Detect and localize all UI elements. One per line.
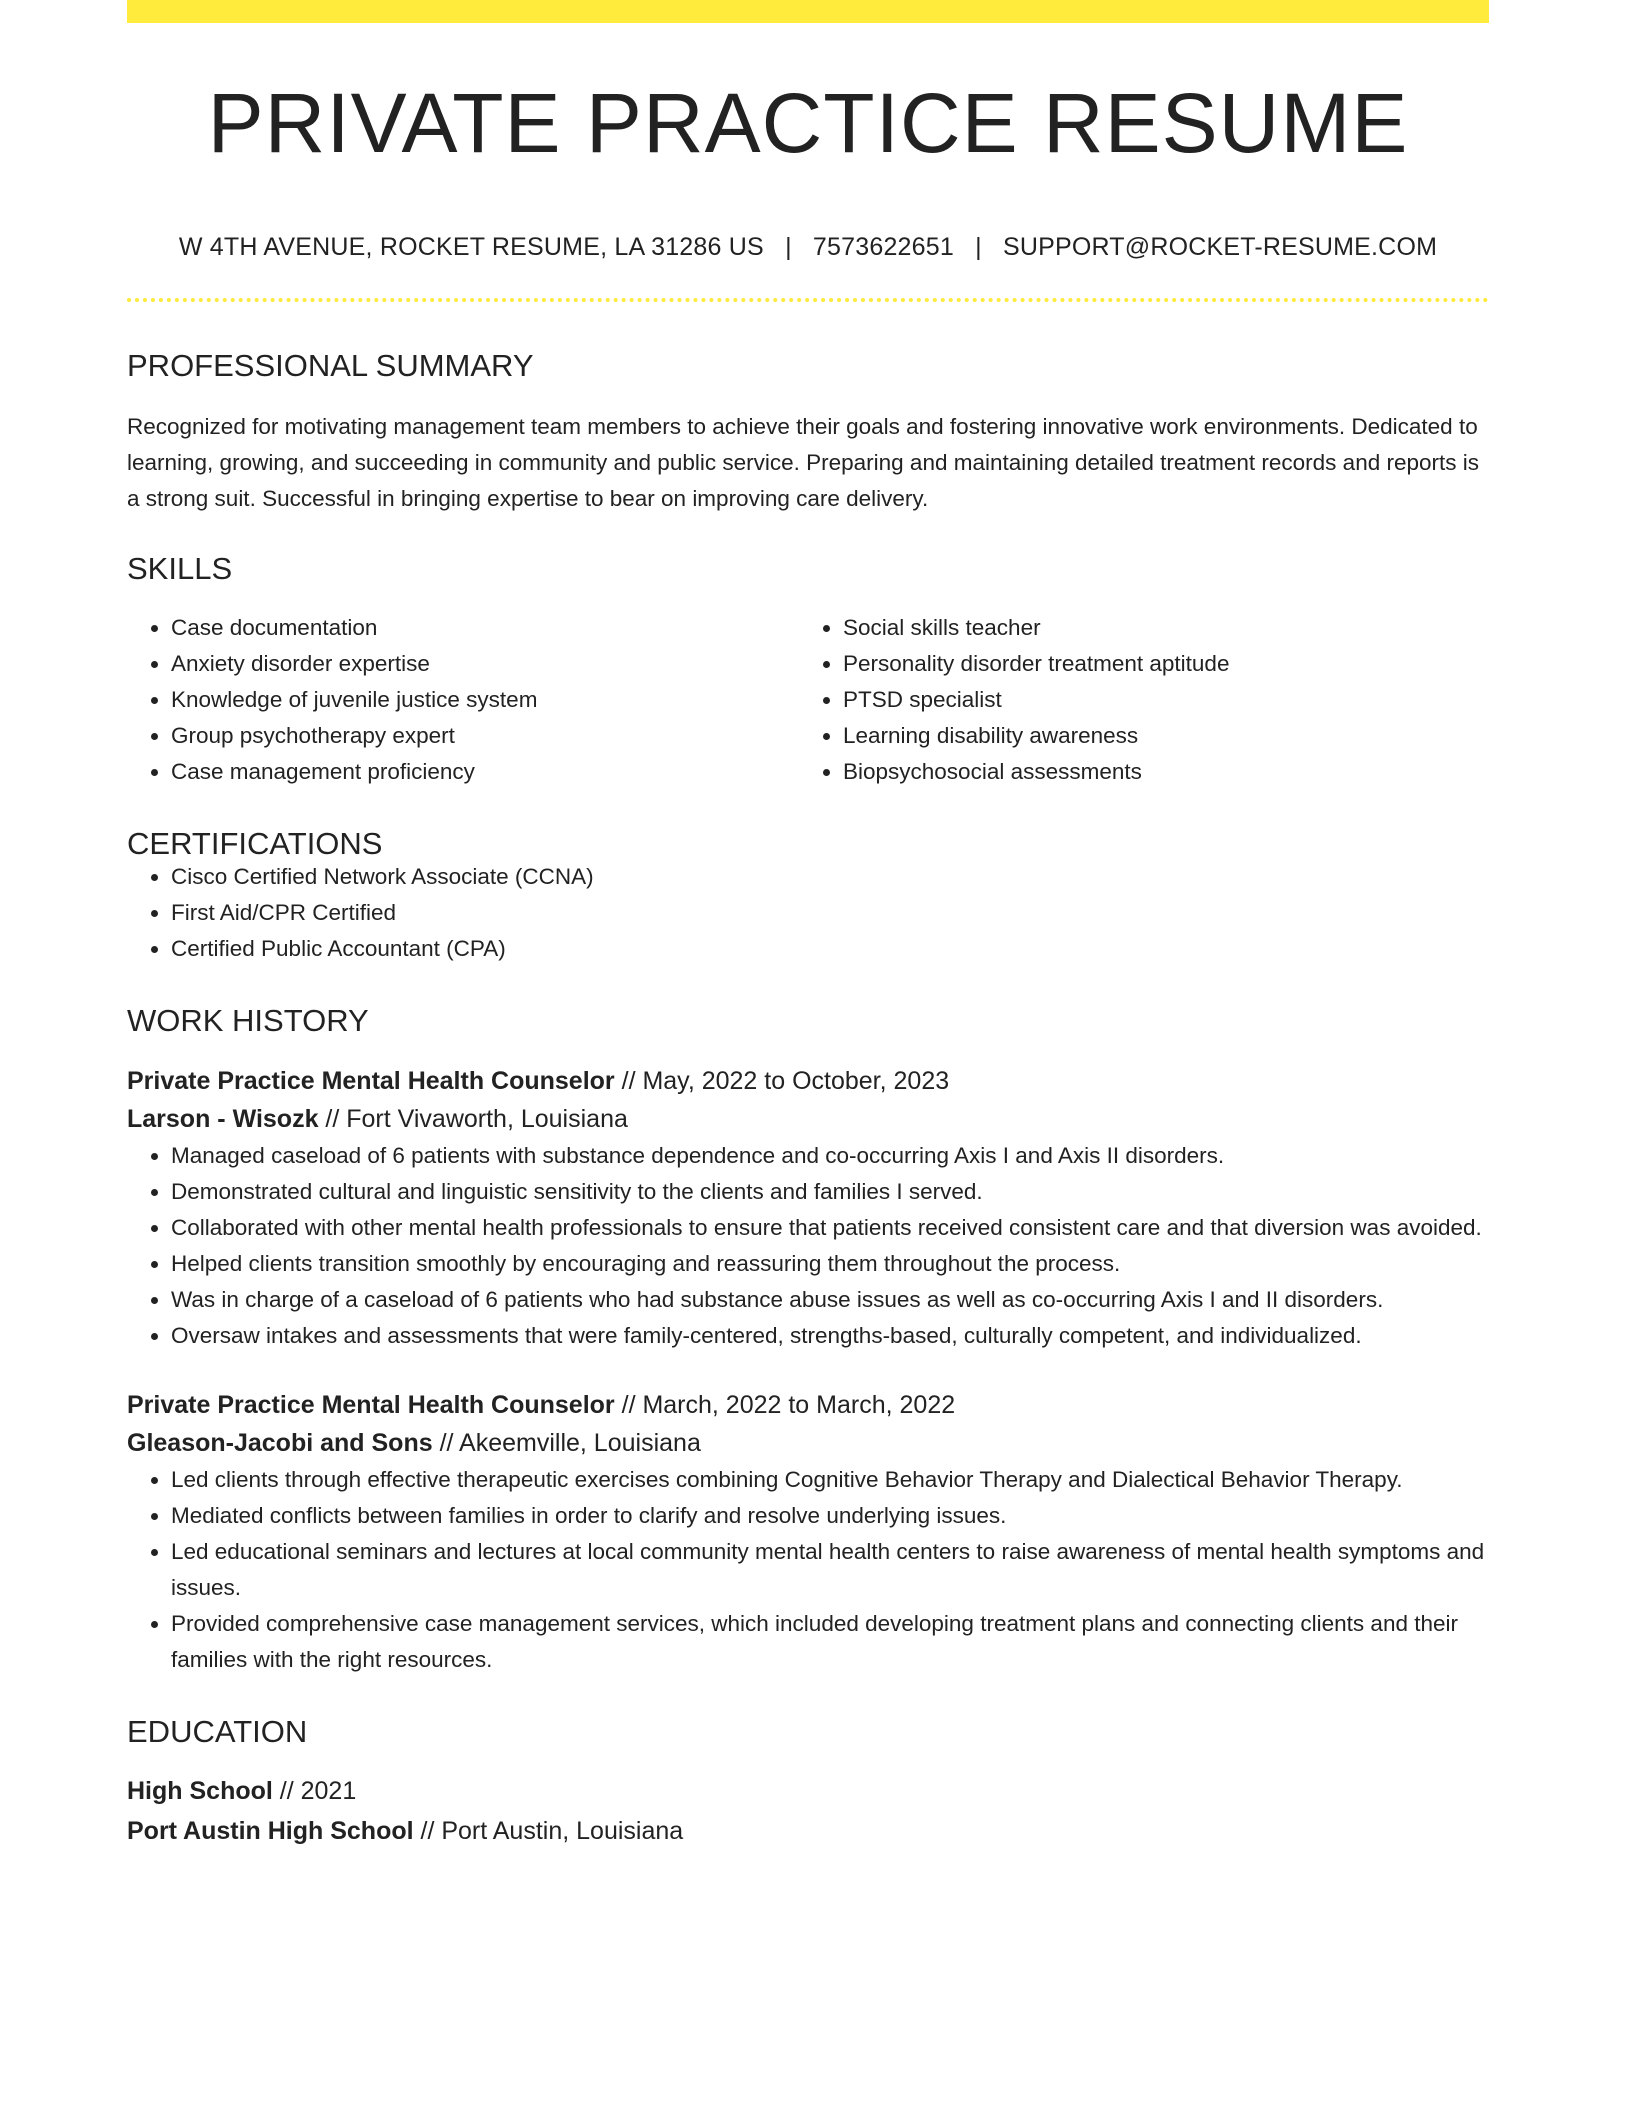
education-degree-line (127, 1771, 1489, 1811)
resume-title: PRIVATE PRACTICE RESUME (207, 76, 1409, 170)
education-degree: High School (127, 1777, 273, 1805)
skills-column-right (799, 610, 1471, 790)
contact-email: SUPPORT@ROCKET-RESUME.COM (1002, 233, 1438, 261)
contact-line (127, 233, 1489, 262)
certifications-list (127, 859, 1489, 967)
summary-heading: PROFESSIONAL SUMMARY (127, 348, 534, 383)
job-duty-item: • Oversaw intakes and assessments that were family-centered, strengths-based, culturally competent, and individualized. (171, 1318, 1489, 1354)
summary-text: Recognized for motivating management team members to achieve their goals and fostering innovative work environments. Dedicated to learning, growing, and succeeding in community and public service. Preparing and maintaining detailed treatment records and reports is a strong suit. Successful in bringing expertise to bear on improving care delivery. (127, 414, 1479, 511)
job-title: Private Practice Mental Health Counselor (127, 1067, 615, 1095)
skill-item: • Case documentation (171, 610, 799, 646)
job-location: // Akeemville, Louisiana (432, 1429, 701, 1457)
skill-item: • Case management proficiency (171, 754, 799, 790)
skills-list-left (127, 610, 799, 790)
skill-item: • Biopsychosocial assessments (843, 754, 1471, 790)
job-company: Gleason-Jacobi and Sons (127, 1429, 433, 1457)
certification-item: • Certified Public Accountant (CPA) (171, 931, 1489, 967)
education-location: // Port Austin, Louisiana (413, 1817, 684, 1845)
job-duty-item: • Was in charge of a caseload of 6 patients who had substance abuse issues as well as co-occurring Axis I and II disorders. (171, 1282, 1489, 1318)
job-duty-item: • Led educational seminars and lectures at local community mental health centers to raise awareness of mental health symptoms and issues. (171, 1534, 1489, 1606)
job-duties-list (127, 1138, 1489, 1354)
job-duty-item: • Helped clients transition smoothly by encouraging and reassuring them throughout the process. (171, 1246, 1489, 1282)
skills-column-left (127, 610, 799, 790)
job-title-line (127, 1062, 1489, 1100)
certification-item: • Cisco Certified Network Associate (CCNA) (171, 859, 1489, 895)
job-duty-item: • Managed caseload of 6 patients with substance dependence and co-occurring Axis I and Axis II disorders. (171, 1138, 1489, 1174)
work-history-heading: WORK HISTORY (127, 1003, 369, 1038)
skill-item: • Social skills teacher (843, 610, 1471, 646)
job-duty-item: • Led clients through effective therapeutic exercises combining Cognitive Behavior Therapy and Dialectical Behavior Therapy. (171, 1462, 1489, 1498)
job-duties-list (127, 1462, 1489, 1678)
skill-item: • PTSD specialist (843, 682, 1471, 718)
job-duty-item: • Collaborated with other mental health professionals to ensure that patients received consistent care and that diversion was avoided. (171, 1210, 1489, 1246)
contact-separator: | (785, 233, 792, 261)
certifications-heading: CERTIFICATIONS (127, 826, 383, 861)
job-dates: // May, 2022 to October, 2023 (614, 1067, 950, 1095)
skill-item: • Group psychotherapy expert (171, 718, 799, 754)
education-school-line (127, 1811, 1489, 1851)
skill-item: • Knowledge of juvenile justice system (171, 682, 799, 718)
skill-item: • Personality disorder treatment aptitude (843, 646, 1471, 682)
job-company: Larson - Wisozk (127, 1105, 319, 1133)
job-company-line (127, 1100, 1489, 1138)
certification-item: • First Aid/CPR Certified (171, 895, 1489, 931)
skills-grid (127, 610, 1489, 790)
education-entry (127, 1771, 1489, 1851)
top-accent-bar (127, 0, 1489, 23)
job-location: // Fort Vivaworth, Louisiana (318, 1105, 628, 1133)
job-company-line (127, 1424, 1489, 1462)
contact-phone: 7573622651 (812, 233, 954, 261)
job-duty-item: • Mediated conflicts between families in order to clarify and resolve underlying issues. (171, 1498, 1489, 1534)
job-title-line (127, 1386, 1489, 1424)
job-duty-item: • Provided comprehensive case management services, which included developing treatment plans and connecting clients and their families with the right resources. (171, 1606, 1489, 1678)
job-duty-item: • Demonstrated cultural and linguistic sensitivity to the clients and families I served. (171, 1174, 1489, 1210)
education-heading: EDUCATION (127, 1714, 308, 1749)
skills-list-right (799, 610, 1471, 790)
skills-heading: SKILLS (127, 551, 233, 586)
header-divider (127, 298, 1489, 302)
skill-item: • Anxiety disorder expertise (171, 646, 799, 682)
skill-item: • Learning disability awareness (843, 718, 1471, 754)
education-school: Port Austin High School (127, 1817, 414, 1845)
education-year: // 2021 (272, 1777, 357, 1805)
resume-page (127, 0, 1489, 1851)
contact-address: W 4TH AVENUE, ROCKET RESUME, LA 31286 US (178, 233, 764, 261)
contact-separator: | (975, 233, 982, 261)
job-entry (127, 1062, 1489, 1354)
job-entry (127, 1386, 1489, 1678)
job-title: Private Practice Mental Health Counselor (127, 1391, 615, 1419)
job-dates: // March, 2022 to March, 2022 (614, 1391, 956, 1419)
